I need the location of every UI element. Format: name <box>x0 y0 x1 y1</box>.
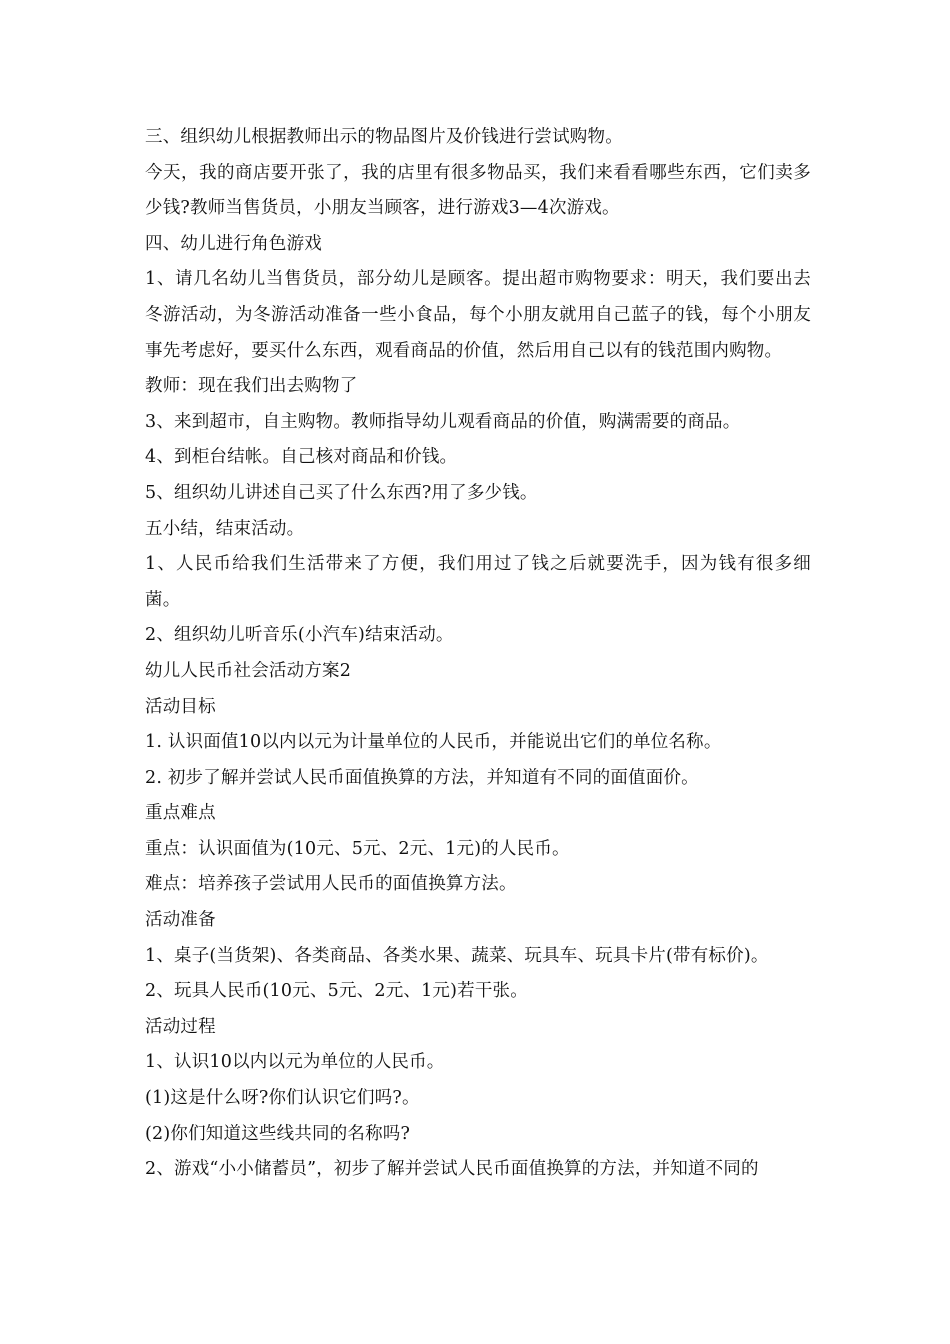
document-body <box>145 120 811 1188</box>
paragraph: 2. 初步了解并尝试人民币面值换算的方法，并知道有不同的面值面价。 <box>145 767 699 788</box>
document-subtitle: 幼儿人民币社会活动方案2 <box>145 660 352 681</box>
paragraph: 三、组织幼儿根据教师出示的物品图片及价钱进行尝试购物。 <box>145 127 623 147</box>
section-heading: 五小结，结束活动。 <box>145 518 305 539</box>
paragraph: 1、认识10以内以元为单位的人民币。 <box>145 1052 445 1073</box>
paragraph: 2、游戏“小小储蓄员”，初步了解并尝试人民币面值换算的方法，并知道不同的 <box>145 1159 759 1180</box>
paragraph: 5、组织幼儿讲述自己买了什么东西?用了多少钱。 <box>145 482 538 503</box>
section-heading: 活动过程 <box>145 1016 216 1037</box>
paragraph: 重点：认识面值为(10元、5元、2元、1元)的人民币。 <box>145 838 570 859</box>
section-heading: 活动准备 <box>145 910 216 931</box>
paragraph: 1. 认识面值10以内以元为计量单位的人民币，并能说出它们的单位名称。 <box>145 732 722 753</box>
paragraph: 1、人民币给我们生活带来了方便，我们用过了钱之后就要洗手，因为钱有很多细菌。 <box>145 554 811 610</box>
paragraph: 4、到柜台结帐。自己核对商品和价钱。 <box>145 447 458 468</box>
paragraph: 1、请几名幼儿当售货员，部分幼儿是顾客。提出超市购物要求：明天，我们要出去冬游活动，为冬游活动准备一些小食品，每个小朋友就用自己蓝子的钱，每个小朋友事先考虑好，要买什么东西，观看商品的价值，然后用自己以有的钱范围内购物。 <box>145 269 811 361</box>
paragraph: (2)你们知道这些线共同的名称吗? <box>145 1123 411 1144</box>
paragraph: 2、组织幼儿听音乐(小汽车)结束活动。 <box>145 625 454 646</box>
paragraph: 今天，我的商店要开张了，我的店里有很多物品买，我们来看看哪些东西，它们卖多少钱?教师当售货员，小朋友当顾客，进行游戏3—4次游戏。 <box>145 162 811 219</box>
paragraph: 难点：培养孩子尝试用人民币的面值换算方法。 <box>145 874 517 895</box>
paragraph: 教师：现在我们出去购物了 <box>145 376 358 397</box>
paragraph: 1、桌子(当货架)、各类商品、各类水果、蔬菜、玩具车、玩具卡片(带有标价)。 <box>145 945 769 966</box>
paragraph: 2、玩具人民币(10元、5元、2元、1元)若干张。 <box>145 981 528 1002</box>
section-heading: 重点难点 <box>145 803 216 824</box>
section-heading: 四、幼儿进行角色游戏 <box>145 233 322 254</box>
section-heading: 活动目标 <box>145 696 216 717</box>
paragraph: 3、来到超市，自主购物。教师指导幼儿观看商品的价值，购满需要的商品。 <box>145 411 741 432</box>
paragraph: (1)这是什么呀?你们认识它们吗?。 <box>145 1088 420 1109</box>
